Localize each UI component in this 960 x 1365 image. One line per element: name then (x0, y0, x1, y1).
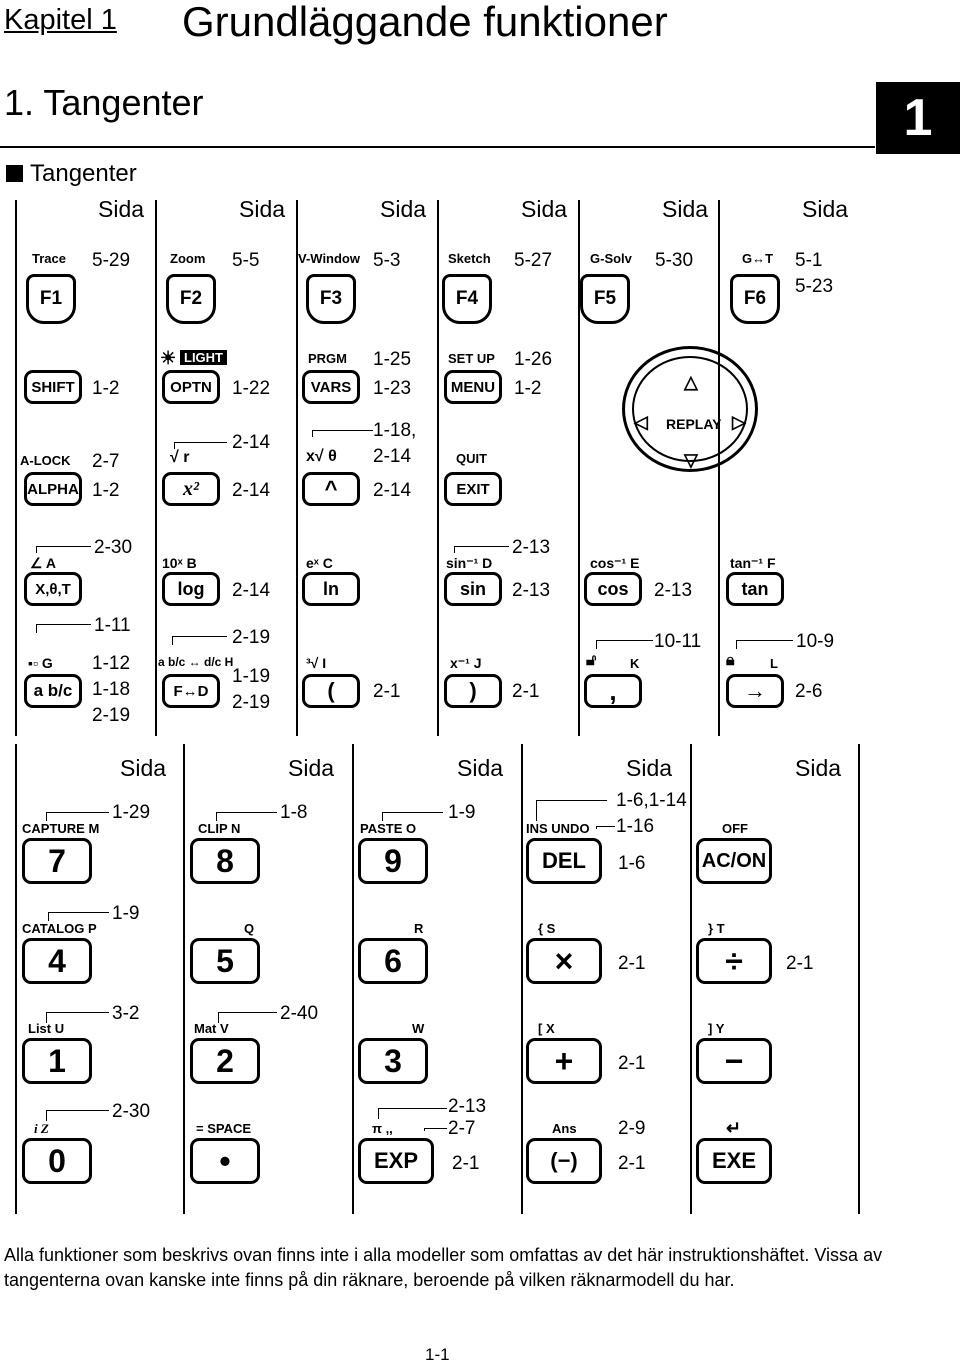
key-label: K (630, 656, 640, 671)
return-icon: ↵ (726, 1118, 742, 1138)
chapter-label: Kapitel 1 (4, 4, 117, 36)
key-label: ∠ A (30, 555, 57, 571)
page-ref: 1-29 (112, 802, 151, 823)
page-ref: 1-26 (514, 349, 553, 370)
column-line (521, 744, 523, 1214)
page-ref: 2-7 (448, 1118, 476, 1139)
lock-icon: 🔒︎ (726, 652, 735, 669)
digit-5-key[interactable]: 5 (190, 938, 260, 984)
key-label: ] Y (708, 1021, 725, 1036)
page-ref: 2-19 (232, 627, 271, 648)
chapter-tab: 1 (876, 82, 960, 154)
bracket-line (596, 640, 653, 649)
key-label: V-Window (298, 251, 360, 266)
key-label: ▪▫ G (28, 655, 53, 671)
column-header: Sida (521, 196, 568, 222)
column-line (690, 744, 692, 1214)
footer-note: Alla funktioner som beskrivs ovan finns inte i alla modeller som omfattas av det här instruktionshäftet. Vissa av tangenterna ovan kanske inte finns på din räknare, beroende på vilken räknarmodell du har. (4, 1245, 883, 1290)
light-label: LIGHT (180, 350, 227, 365)
digit-1-key[interactable]: 1 (22, 1038, 92, 1084)
replay-label: REPLAY (666, 416, 722, 432)
down-arrow-icon[interactable]: ▽ (684, 450, 698, 470)
page-ref: 2-1 (618, 1153, 646, 1174)
page-ref: 10-11 (654, 631, 702, 652)
key-label: π ,, (372, 1121, 393, 1136)
page-ref: 10-9 (796, 631, 835, 652)
minus-key[interactable]: − (696, 1038, 772, 1084)
chapter-title: Grundläggande funktioner (182, 0, 668, 45)
digit-7-key[interactable]: 7 (22, 838, 92, 884)
column-line (296, 200, 298, 736)
key-label: 10ˣ B (162, 555, 197, 571)
bracket-line (312, 430, 373, 437)
bracket-line (36, 546, 91, 553)
page-ref: 3-2 (112, 1003, 140, 1024)
key-label: cos⁻¹ E (590, 555, 640, 571)
key-label: QUIT (456, 451, 488, 466)
negative-key[interactable]: (−) (526, 1138, 602, 1184)
page-ref: 1-16 (616, 816, 655, 837)
page-ref: 2-14 (373, 446, 412, 467)
page-ref: 2-14 (373, 480, 412, 501)
column-header: Sida (380, 196, 427, 222)
sin-key[interactable]: sin (444, 572, 502, 606)
page-number: 1-1 (425, 1345, 450, 1364)
page-ref: 1-12 (92, 653, 131, 674)
exp-key[interactable]: EXP (358, 1138, 434, 1184)
bracket-line (424, 1128, 447, 1131)
page-ref: 2-14 (232, 580, 271, 601)
page-ref: 1-18 (92, 679, 131, 700)
key-label: PASTE O (360, 821, 417, 836)
digit-4-key[interactable]: 4 (22, 938, 92, 984)
column-header: Sida (626, 755, 673, 781)
log-key[interactable]: log (162, 572, 220, 606)
f3-key[interactable]: F3 (306, 274, 356, 324)
key-label: W (412, 1021, 425, 1036)
square-bullet-icon (6, 165, 23, 182)
page-ref: 5-30 (655, 250, 694, 271)
f6-key[interactable]: F6 (730, 274, 780, 324)
key-label: tan⁻¹ F (730, 555, 776, 571)
optn-key[interactable]: OPTN (162, 370, 220, 404)
key-label: Q (244, 921, 255, 936)
key-label: CAPTURE M (22, 821, 100, 836)
store-arrow-key[interactable]: → (726, 674, 784, 708)
digit-3-key[interactable]: 3 (358, 1038, 428, 1084)
right-arrow-icon[interactable]: ▷ (732, 412, 746, 432)
bracket-line (48, 912, 109, 921)
page-ref: 1-8 (280, 802, 308, 823)
sun-icon: ☀ (160, 348, 177, 368)
column-line (352, 744, 354, 1214)
column-header: Sida (98, 196, 145, 222)
comma-key[interactable]: , (584, 674, 642, 708)
page-ref: 5-1 (795, 250, 823, 271)
section-rule (0, 146, 875, 148)
subsection-title: Tangenter (30, 160, 137, 187)
bracket-line (46, 1110, 109, 1121)
page-ref: 1-6 (618, 853, 646, 874)
bracket-line (216, 812, 277, 821)
key-label: CATALOG P (22, 921, 97, 936)
column-line (183, 744, 185, 1214)
left-arrow-icon[interactable]: ◁ (634, 412, 648, 432)
alpha-key[interactable]: ALPHA (24, 472, 82, 506)
divide-key[interactable]: ÷ (696, 938, 772, 984)
key-label: OFF (722, 821, 748, 836)
page-ref: 2-1 (786, 953, 814, 974)
plus-key[interactable]: + (526, 1038, 602, 1084)
key-label: { S (538, 921, 556, 936)
key-label: i Z (34, 1121, 49, 1136)
page-ref: 2-1 (618, 953, 646, 974)
page-ref: 1-19 (232, 666, 271, 687)
f-to-d-key[interactable]: F↔D (162, 674, 220, 708)
page-ref: 2-14 (232, 480, 271, 501)
page-ref: 2-13 (654, 580, 693, 601)
tan-key[interactable]: tan (726, 572, 784, 606)
column-line (15, 744, 17, 1214)
bracket-line (596, 826, 615, 829)
xthetat-key[interactable]: X,θ,T (24, 572, 82, 606)
f2-key[interactable]: F2 (166, 274, 216, 324)
menu-key[interactable]: MENU (444, 370, 502, 404)
key-label: G↔T (742, 251, 774, 266)
page-ref: 2-13 (512, 580, 551, 601)
delete-key[interactable]: DEL (526, 838, 602, 884)
page-ref: 2-1 (618, 1053, 646, 1074)
page-ref: 1-9 (448, 802, 476, 823)
page-ref: 1-6,1-14 (616, 790, 687, 811)
page-ref: 1-2 (92, 378, 120, 399)
page-ref: 1-22 (232, 378, 271, 399)
lock-icon: 🔓︎ (586, 652, 597, 669)
key-label: [ X (538, 1021, 555, 1036)
shift-key[interactable]: SHIFT (24, 370, 82, 404)
bracket-line (174, 442, 227, 449)
key-label: Zoom (170, 251, 206, 266)
vars-key[interactable]: VARS (302, 370, 360, 404)
ac-on-key[interactable]: AC/ON (696, 838, 772, 884)
f4-key[interactable]: F4 (442, 274, 492, 324)
column-line (155, 200, 157, 736)
power-key[interactable]: ^ (302, 472, 360, 506)
page-ref: 5-3 (373, 250, 401, 271)
bracket-line (536, 800, 607, 821)
page-ref: 2-9 (618, 1118, 646, 1139)
page-ref: 1-25 (373, 349, 412, 370)
key-label: PRGM (308, 351, 347, 366)
key-label: a b/c ↔ d/c H (158, 655, 234, 669)
page-ref: 1-23 (373, 378, 412, 399)
column-header: Sida (457, 755, 504, 781)
column-header: Sida (120, 755, 167, 781)
page-ref: 5-27 (514, 250, 553, 271)
page-ref: 2-13 (448, 1096, 487, 1117)
key-label: x√ θ (306, 448, 337, 465)
page-ref: 2-6 (795, 681, 823, 702)
page-ref: 1-11 (94, 615, 131, 636)
digit-0-key[interactable]: 0 (22, 1138, 92, 1184)
page-ref: 1-9 (112, 903, 140, 924)
page-ref: 2-14 (232, 432, 271, 453)
f1-key[interactable]: F1 (26, 274, 76, 324)
key-label: = SPACE (196, 1121, 252, 1136)
ln-key[interactable]: ln (302, 572, 360, 606)
page-ref: 2-40 (280, 1003, 319, 1024)
exit-key[interactable]: EXIT (444, 472, 502, 506)
key-label: G-Solv (590, 251, 632, 266)
column-line (718, 200, 720, 736)
key-label: L (770, 656, 778, 671)
cos-key[interactable]: cos (584, 572, 642, 606)
bracket-line (736, 640, 793, 649)
page-ref: 5-5 (232, 250, 260, 271)
page-ref: 2-13 (512, 537, 551, 558)
decimal-point-key[interactable]: • (190, 1138, 260, 1184)
page-ref: 1-18, (373, 420, 417, 441)
x-squared-key[interactable]: x² (162, 472, 220, 506)
key-label: INS UNDO (526, 821, 590, 836)
key-label: Ans (552, 1121, 577, 1136)
key-label: Sketch (448, 251, 491, 266)
page-ref: 2-1 (452, 1153, 480, 1174)
column-line (15, 200, 17, 736)
page-ref: 2-30 (94, 537, 133, 558)
page-ref: 2-19 (232, 692, 271, 713)
page-ref: 5-29 (92, 250, 131, 271)
page-ref: 2-30 (112, 1101, 151, 1122)
bracket-line (454, 546, 509, 553)
column-line (437, 200, 439, 736)
key-label: sin⁻¹ D (446, 555, 493, 571)
page-ref: 1-2 (92, 480, 120, 501)
multiply-key[interactable]: × (526, 938, 602, 984)
key-label: } T (708, 921, 725, 936)
digit-6-key[interactable]: 6 (358, 938, 428, 984)
page-ref: 2-19 (92, 705, 131, 726)
bracket-line (172, 636, 227, 645)
key-label: SET UP (448, 351, 495, 366)
column-header: Sida (802, 196, 849, 222)
up-arrow-icon[interactable]: △ (684, 372, 698, 392)
column-header: Sida (288, 755, 335, 781)
key-label: List U (28, 1021, 65, 1036)
page-ref: 2-1 (512, 681, 540, 702)
digit-8-key[interactable]: 8 (190, 838, 260, 884)
page-ref: 1-2 (514, 378, 542, 399)
page-ref: 2-1 (373, 681, 401, 702)
bracket-line (46, 812, 109, 821)
page-ref: 5-23 (795, 276, 834, 297)
column-header: Sida (795, 755, 842, 781)
bracket-line (378, 1108, 447, 1119)
key-label: A-LOCK (20, 453, 71, 468)
column-header: Sida (662, 196, 709, 222)
key-label: √ r (170, 449, 190, 466)
bracket-line (382, 812, 443, 821)
digit-2-key[interactable]: 2 (190, 1038, 260, 1084)
key-label: x⁻¹ J (450, 655, 482, 671)
close-paren-key[interactable]: ) (444, 674, 502, 708)
f5-key[interactable]: F5 (580, 274, 630, 324)
key-label: CLIP N (198, 821, 241, 836)
digit-9-key[interactable]: 9 (358, 838, 428, 884)
section-title: 1. Tangenter (4, 82, 204, 123)
exe-key[interactable]: EXE (696, 1138, 772, 1184)
column-header: Sida (239, 196, 286, 222)
key-label: Trace (32, 251, 66, 266)
key-label: ³√ I (306, 655, 327, 671)
fraction-key[interactable]: a b/c (24, 674, 82, 708)
open-paren-key[interactable]: ( (302, 674, 360, 708)
key-label: Mat V (194, 1021, 229, 1036)
key-label: R (414, 921, 424, 936)
column-line (858, 744, 860, 1214)
bracket-line (36, 624, 91, 633)
page-ref: 2-7 (92, 451, 120, 472)
key-label: eˣ C (306, 555, 333, 571)
